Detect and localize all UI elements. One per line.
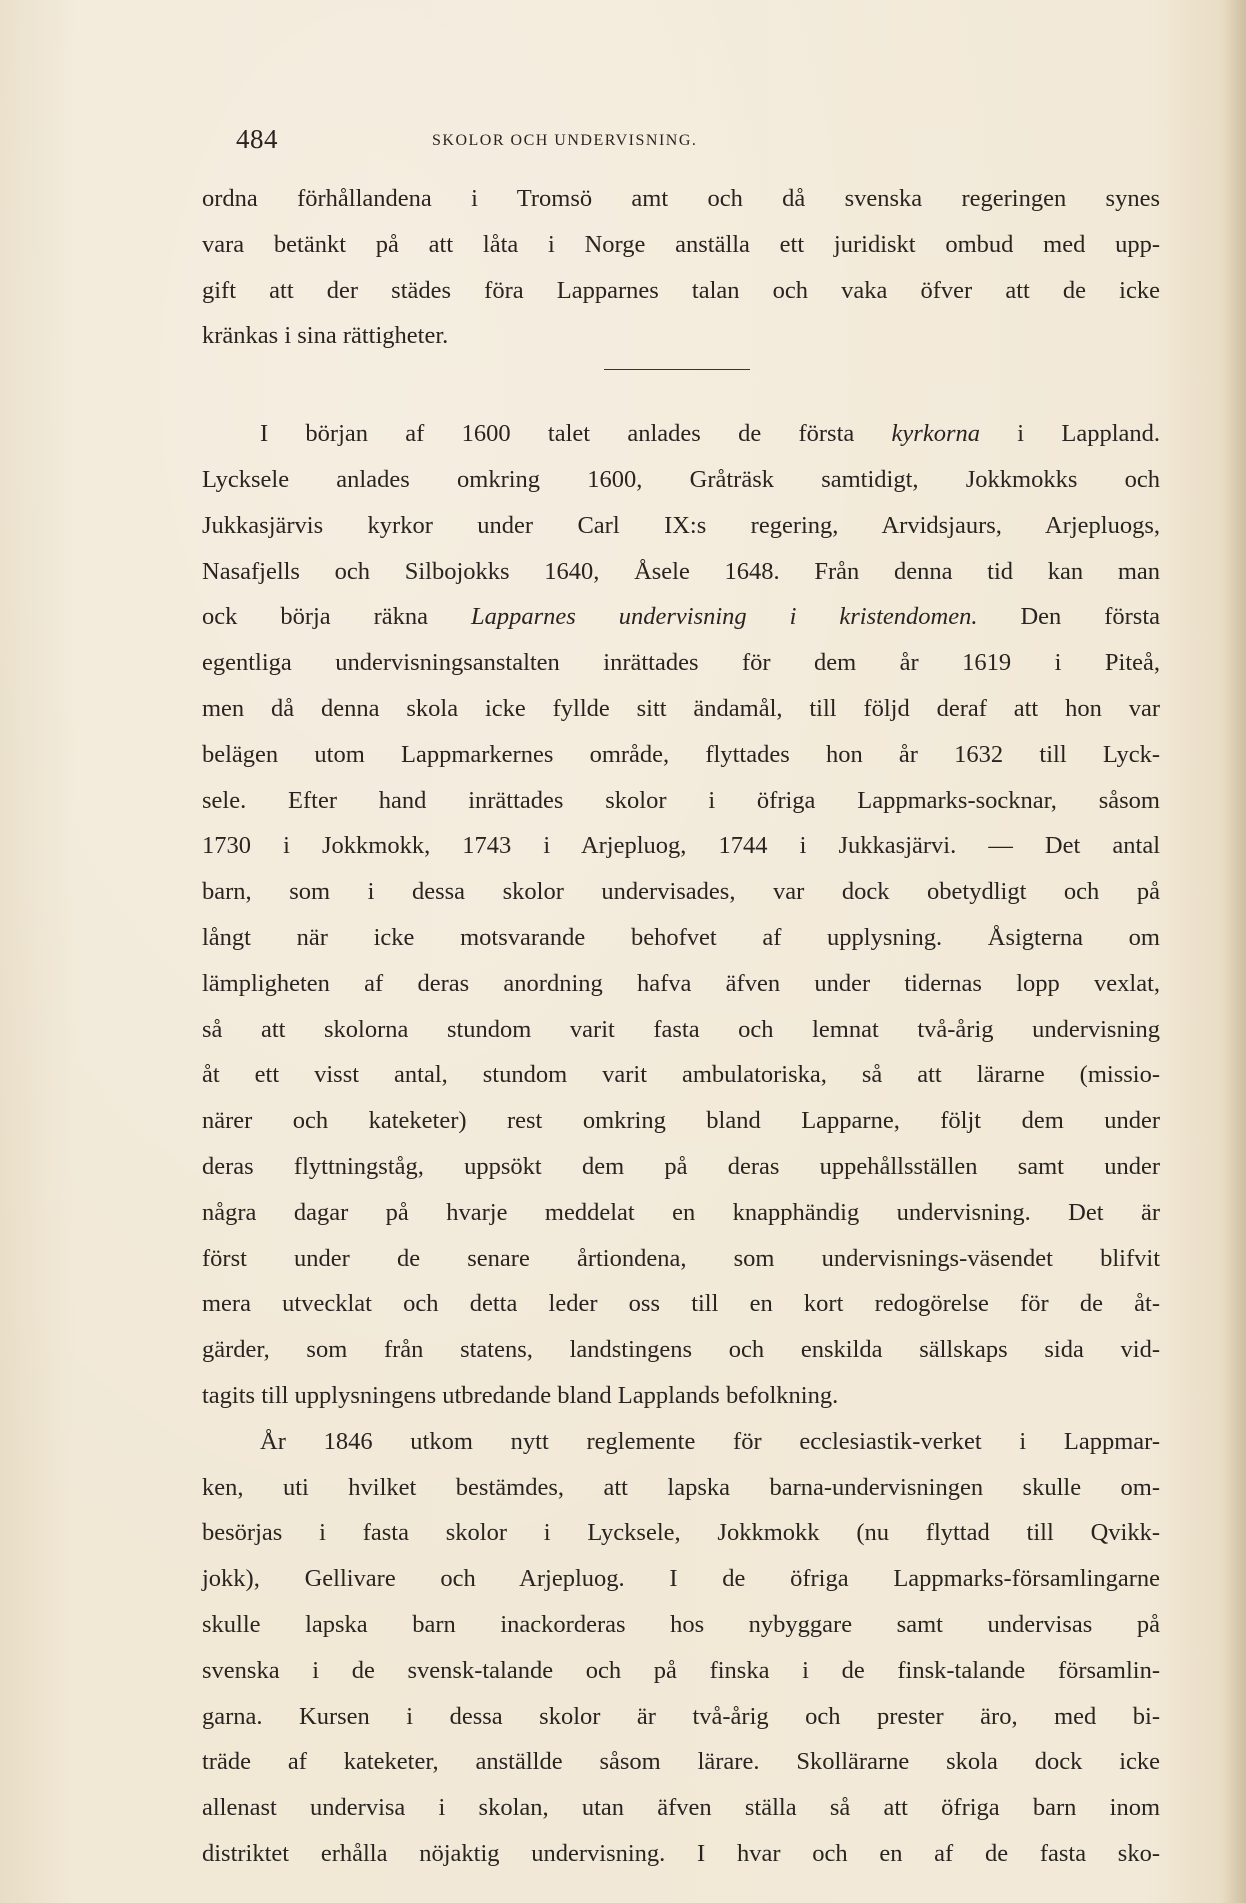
text-line: Jukkasjärvis kyrkor under Carl IX:s regering, Arvidsjaurs, Arjepluogs, — [202, 511, 1160, 539]
text-line: besörjas i fasta skolor i Lycksele, Jokkmokk (nu flyttad till Qvikk- — [202, 1519, 1160, 1547]
text-line: först under de senare årtiondena, som undervisnings-väsendet blifvit — [202, 1244, 1160, 1272]
text-line: Lycksele anlades omkring 1600, Gråträsk samtidigt, Jokkmokks och — [202, 465, 1160, 493]
text-line: 1730 i Jokkmokk, 1743 i Arjepluog, 1744 i Jukkasjärvi. — Det antal — [202, 832, 1160, 860]
italic-term: Lapparnes undervisning i kristendomen. — [470, 603, 978, 631]
text-line: lämpligheten af deras anordning hafva äfven under tidernas lopp vexlat, — [202, 969, 1160, 997]
text-line: gift att der städes föra Lapparnes talan och vaka öfver att de icke — [202, 276, 1160, 304]
paragraph-2 — [202, 411, 1160, 1419]
text-segment: Den första — [977, 603, 1160, 631]
text-line: skulle lapska barn inackorderas hos nybyggare samt undervisas på — [202, 1610, 1160, 1638]
text-line: tagits till upplysningens utbredande bland Lapplands befolkning. — [202, 1381, 839, 1409]
text-segment: i Lappland. — [980, 420, 1161, 448]
text-line: men då denna skola icke fyllde sitt ändamål, till följd deraf att hon var — [202, 694, 1160, 722]
page-header — [232, 124, 1160, 160]
text-line: så att skolorna stundom varit fasta och lemnat två-årig undervisning — [202, 1015, 1160, 1043]
text-line: belägen utom Lappmarkernes område, flyttades hon år 1632 till Lyck- — [202, 740, 1160, 768]
body-text — [202, 176, 1160, 1877]
text-line: ken, uti hvilket bestämdes, att lapska barna-undervisningen skulle om- — [202, 1473, 1160, 1501]
text-line: garna. Kursen i dessa skolor är två-årig och prester äro, med bi- — [202, 1702, 1160, 1730]
text-line: sele. Efter hand inrättades skolor i öfriga Lappmarks-socknar, såsom — [202, 786, 1160, 814]
text-line: gärder, som från statens, landstingens och enskilda sällskaps sida vid- — [202, 1336, 1160, 1364]
text-line: Nasafjells och Silbojokks 1640, Åsele 1648. Från denna tid kan man — [202, 557, 1160, 585]
text-segment: I början af 1600 talet anlades de första — [260, 420, 892, 448]
section-divider — [604, 369, 750, 370]
text-line: långt när icke motsvarande behofvet af upplysning. Åsigterna om — [202, 923, 1160, 951]
italic-term: kyrkorna — [891, 420, 980, 448]
text-line: ordna förhållandena i Tromsö amt och då svenska regeringen synes — [202, 185, 1160, 212]
text-line: År 1846 utkom nytt reglemente för ecclesiastik-verket i Lappmar- — [260, 1427, 1160, 1455]
text-line: några dagar på hvarje meddelat en knapphändig undervisning. Det är — [202, 1198, 1160, 1226]
section-divider-row — [202, 359, 1160, 411]
running-head: SKOLOR OCH UNDERVISNING. — [432, 132, 698, 149]
text-line: kränkas i sina rättigheter. — [202, 322, 449, 350]
paragraph-1 — [202, 176, 1160, 359]
text-line — [202, 594, 1160, 640]
text-line: åt ett visst antal, stundom varit ambulatoriska, så att lärarne (missio- — [202, 1061, 1160, 1089]
text-line: distriktet erhålla nöjaktig undervisning. I hvar och en af de fasta sko- — [202, 1839, 1160, 1867]
text-line — [202, 411, 1160, 457]
paragraph-3 — [202, 1419, 1160, 1877]
text-line: mera utvecklat och detta leder oss till en kort redogörelse för de åt- — [202, 1290, 1160, 1318]
text-line: närer och kateketer) rest omkring bland Lapparne, följt dem under — [202, 1107, 1160, 1135]
text-line: allenast undervisa i skolan, utan äfven ställa så att öfriga barn inom — [202, 1794, 1160, 1822]
text-line: vara betänkt på att låta i Norge anställa ett juridiskt ombud med upp- — [202, 230, 1160, 258]
text-line: egentliga undervisningsanstalten inrättades för dem år 1619 i Piteå, — [202, 649, 1160, 677]
page-number: 484 — [236, 124, 278, 154]
text-line: barn, som i dessa skolor undervisades, var dock obetydligt och på — [202, 878, 1160, 906]
text-line: svenska i de svensk-talande och på finska i de finsk-talande församlin- — [202, 1656, 1160, 1684]
page-edge-shadow — [1222, 0, 1246, 1903]
text-line: jokk), Gellivare och Arjepluog. I de öfriga Lappmarks-församlingarne — [202, 1565, 1160, 1593]
text-segment: ock börja räkna — [202, 603, 471, 631]
text-line: deras flyttningståg, uppsökt dem på deras uppehållsställen samt under — [202, 1152, 1160, 1180]
text-line: träde af kateketer, anställde såsom lärare. Skollärarne skola dock icke — [202, 1748, 1160, 1776]
